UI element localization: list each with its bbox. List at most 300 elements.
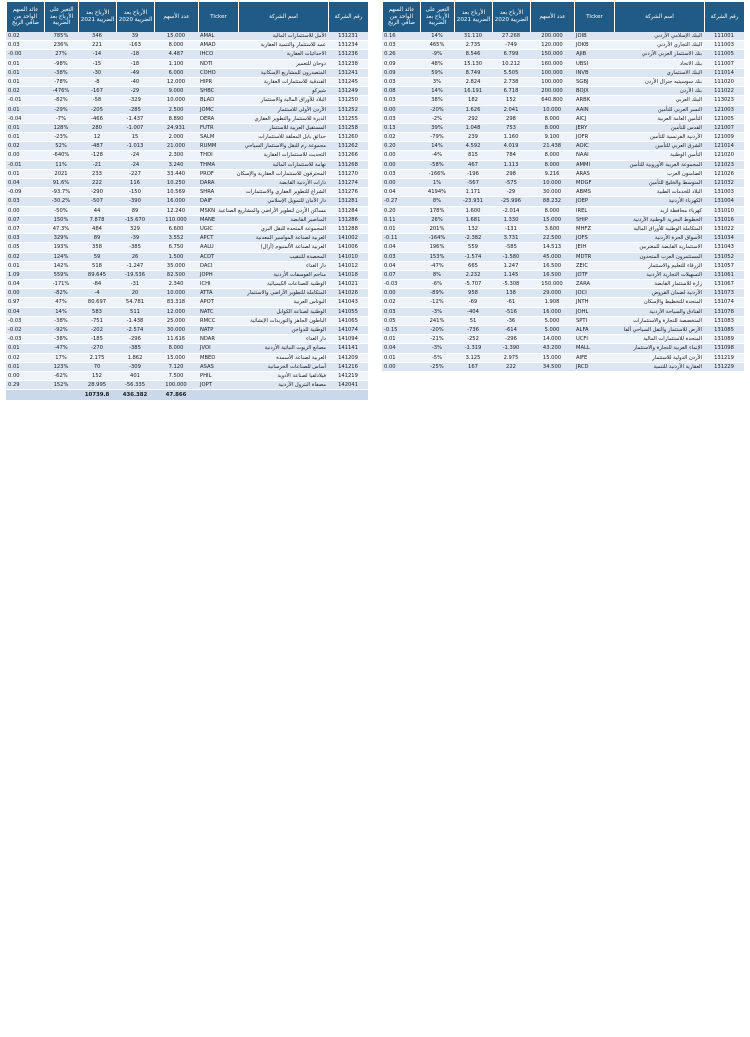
cell-code: 141043 (338, 299, 358, 306)
cell-profit-2021: 152 (92, 372, 102, 379)
cell-eps: -0.11 (384, 235, 398, 242)
cell-pct-change: -30.2% (51, 198, 71, 205)
cell-shares: 29.000 (542, 290, 562, 297)
cell-profit-2020: -39 (130, 235, 140, 242)
cell-company: شيركو (312, 88, 326, 95)
cell-company: القدس للتأمين (670, 124, 702, 131)
header-company: اسم الشركة (238, 2, 328, 32)
cell-profit-2020: 20 (131, 290, 139, 297)
cell-company: عمد للاستثمار والتنمية العقارية (260, 42, 326, 49)
cell-profit-2020: 511 (130, 308, 140, 315)
cell-eps: 0.05 (8, 244, 20, 251)
cell-code: 141219 (338, 372, 358, 379)
cell-pct-change: -166% (428, 170, 446, 177)
cell-company: الزرقاء للتعليم والاستثمار (648, 262, 702, 269)
cell-pct-change: 241% (429, 317, 445, 324)
cell-profit-2021: 280 (92, 124, 102, 131)
cell-profit-2020: -575 (505, 180, 517, 186)
cell-shares: 12.000 (166, 78, 186, 85)
table-row (382, 308, 744, 317)
table-row (382, 234, 744, 243)
cell-company: المتصدرون للمشاريع الإسكانية (260, 69, 326, 76)
cell-company: بنك الاستثمار العربي الأردني (641, 51, 702, 58)
cell-profit-2021: 518 (92, 262, 102, 269)
table-row (6, 234, 368, 243)
cell-code: 141055 (338, 308, 358, 315)
cell-eps: 0.07 (384, 271, 396, 278)
cell-profit-2021: -15 (92, 60, 102, 67)
header-ticker: Ticker (198, 2, 238, 32)
cell-company: العقارية الأردنية للتنمية (653, 363, 702, 370)
cell-eps: 0.01 (8, 69, 20, 76)
header-eps: عائد السهم الواحد من صافي الربح (382, 2, 420, 32)
cell-ticker: JVOI (200, 345, 211, 352)
cell-profit-2021: -290 (91, 189, 103, 196)
cell-eps: 0.02 (8, 354, 20, 361)
cell-pct-change: 14% (55, 308, 67, 315)
table-row (382, 225, 744, 234)
cell-code: 131231 (338, 33, 358, 39)
cell-shares: 8.000 (168, 345, 184, 352)
cell-profit-2020: -5.308 (502, 281, 520, 288)
cell-pct-change: 559% (53, 271, 69, 278)
cell-profit-2021: 70 (93, 363, 101, 370)
cell-profit-2020: 753 (506, 124, 516, 131)
cell-profit-2020: 3.731 (503, 235, 519, 242)
table-row (6, 354, 368, 363)
cell-code: 141065 (338, 317, 358, 324)
header-shares: عدد الأسهم (530, 2, 574, 32)
table-row (6, 372, 368, 381)
cell-code: 121003 (714, 106, 734, 113)
table-row (382, 96, 744, 105)
cell-eps: 0.26 (384, 51, 396, 58)
cell-company: الفندقية للاستثمارات العقارية (263, 78, 326, 85)
table-row (6, 41, 368, 50)
table-row (6, 78, 368, 87)
cell-profit-2020: 329 (130, 225, 140, 232)
header-company: اسم الشركة (614, 2, 704, 32)
cell-company: زارة للاستثمار القابضة (654, 281, 702, 288)
cell-shares: 24.931 (166, 124, 186, 131)
cell-company: الديرة للاستثمار والتطوير العقاري (254, 115, 326, 122)
table-row (382, 133, 744, 142)
cell-profit-2021: -8 (94, 78, 100, 85)
cell-ticker: APCT (200, 235, 214, 242)
cell-code: 131245 (338, 78, 358, 85)
cell-code: 111020 (714, 78, 734, 85)
cell-shares: 7.120 (168, 363, 184, 370)
cell-pct-change: 11% (55, 161, 67, 168)
cell-profit-2021: 2.735 (465, 42, 481, 49)
cell-ticker: JOFS (576, 235, 588, 242)
cell-profit-2020: -390 (129, 198, 141, 205)
table-row (382, 179, 744, 188)
cell-code: 131255 (338, 115, 358, 122)
table-row (382, 253, 744, 262)
cell-shares: 11.616 (166, 336, 186, 343)
cell-pct-change: -6% (431, 281, 443, 288)
cell-ticker: INVB (576, 69, 589, 76)
cell-profit-2021: -5.707 (464, 281, 482, 288)
cell-profit-2021: -507 (91, 198, 103, 205)
cell-profit-2020: 298 (506, 170, 516, 177)
cell-profit-2020: -19.536 (124, 271, 146, 278)
cell-shares: 2.500 (168, 106, 184, 113)
cell-company: الوطنية للصناعات الكيميائية (267, 281, 326, 288)
cell-company: المجموعة المتحدة للنقل البري (260, 225, 326, 232)
cell-pct-change: -5% (431, 354, 443, 361)
cell-company: المحترفون للاستثمارات العقارية والإسكان (236, 170, 326, 177)
cell-code: 111007 (714, 60, 734, 67)
cell-profit-2020: -1.580 (502, 253, 520, 260)
cell-company: تهامة للاستثمارات المالية (272, 161, 326, 168)
cell-eps: 1.09 (8, 271, 20, 278)
cell-pct-change: 3% (432, 78, 442, 85)
cell-profit-2020: -385 (129, 345, 141, 352)
cell-ticker: JOMC (200, 106, 214, 113)
cell-code: 131061 (714, 271, 734, 278)
cell-shares: 8.000 (544, 124, 560, 131)
cell-pct-change: -12% (430, 299, 444, 306)
cell-company: الفنادق والسياحة الأردنية (649, 308, 702, 315)
cell-profit-2021: 89 (93, 235, 101, 242)
cell-shares: 12.000 (166, 308, 186, 315)
cell-company: مصفاة البترول الأردنية (278, 382, 326, 389)
header-profit-2021: الأرباح بعد الضريبة 2021 (454, 2, 492, 32)
cell-shares: 4.487 (168, 51, 184, 58)
cell-pct-change: 14% (431, 88, 443, 95)
cell-company: الأردن الدولية للاستثمار (652, 354, 702, 361)
cell-company: أساس للصناعات الخرسانية (267, 363, 326, 370)
cell-profit-2021: -202 (91, 327, 103, 333)
cell-profit-2020: -31 (130, 281, 140, 288)
cell-profit-2021: 467 (468, 161, 478, 168)
cell-profit-2021: 1.681 (465, 216, 481, 223)
cell-pct-change: 196% (429, 244, 445, 251)
cell-shares: 33.440 (166, 170, 186, 177)
cell-profit-2021: 292 (468, 115, 478, 122)
cell-ticker: JERY (576, 124, 588, 131)
cell-profit-2020: -1.013 (126, 143, 144, 150)
cell-eps: 0.02 (8, 253, 20, 260)
cell-pct-change: -25% (430, 363, 444, 370)
table-row (6, 188, 368, 197)
table-row (382, 60, 744, 69)
cell-pct-change: 785% (53, 33, 69, 39)
cell-ticker: IHCO (200, 51, 214, 58)
cell-ticker: JNTH (576, 299, 589, 306)
cell-ticker: AMAL (200, 33, 215, 39)
cell-profit-2020: -61 (506, 299, 516, 306)
cell-shares: 15.000 (166, 33, 186, 39)
cell-pct-change: 1% (432, 180, 442, 186)
cell-profit-2021: 15.130 (463, 60, 483, 67)
cell-shares: 8.890 (168, 115, 184, 122)
cell-profit-2020: 401 (130, 372, 140, 379)
cell-profit-2020: 26 (131, 253, 139, 260)
cell-ticker: HIPR (200, 78, 213, 85)
cell-eps: -0.27 (384, 198, 398, 205)
cell-pct-change: -58% (430, 161, 444, 168)
table-row (6, 225, 368, 234)
cell-eps: 0.01 (8, 106, 20, 113)
cell-shares: 7.500 (168, 372, 184, 379)
cell-code: 141026 (338, 290, 358, 297)
cell-shares: 34.500 (542, 363, 562, 370)
cell-pct-change: -82% (54, 290, 68, 297)
cell-eps: -0.04 (8, 115, 22, 122)
cell-profit-2021: 1.600 (465, 207, 481, 214)
cell-code: 131286 (338, 216, 358, 223)
header-ticker: Ticker (574, 2, 614, 32)
cell-eps: 0.00 (384, 290, 396, 297)
cell-shares: 21.000 (166, 143, 186, 150)
cell-company: العربية لصناعة المواسير المعدنية (255, 235, 326, 242)
header-code: رقم الشركة (328, 2, 368, 32)
cell-code: 131219 (714, 354, 734, 361)
cell-profit-2020: 116 (130, 180, 140, 186)
cell-ticker: DACI (200, 262, 213, 269)
cell-ticker: JOTF (576, 271, 588, 278)
cell-shares: 8.000 (544, 161, 560, 168)
header-pct-change: التغير على الأرباح بعد الضريبة (420, 2, 454, 32)
cell-pct-change: 59% (431, 69, 443, 76)
cell-profit-2020: 10.212 (501, 60, 521, 67)
cell-company: الأرض للاستثمار والنقل السياحي ألفا (623, 327, 702, 333)
cell-ticker: SHIP (576, 216, 588, 223)
cell-ticker: BLAD (200, 97, 215, 104)
cell-ticker: THMA (200, 161, 216, 168)
cell-pct-change: -640% (52, 152, 70, 159)
cell-shares: 5.000 (544, 317, 560, 324)
cell-ticker: ZEIC (576, 262, 588, 269)
cell-code: 131260 (338, 134, 358, 141)
table-row (6, 207, 368, 216)
table-row (382, 216, 744, 225)
cell-ticker: ABMS (576, 189, 591, 196)
table-row (6, 115, 368, 124)
cell-pct-change: 38% (431, 97, 443, 104)
cell-company: الأمل للاستثمارات المالية (272, 33, 326, 39)
cell-ticker: IREL (576, 207, 588, 214)
cell-profit-2020: 6.799 (503, 51, 519, 58)
cell-eps: 0.03 (384, 115, 396, 122)
cell-shares: 14.000 (542, 336, 562, 343)
cell-pct-change: -20% (430, 106, 444, 113)
cell-company: الشرق العربي للتأمين (655, 143, 702, 150)
cell-pct-change: 48% (431, 60, 443, 67)
table-row (6, 335, 368, 344)
cell-eps: 0.04 (384, 189, 396, 196)
cell-code: 131089 (714, 336, 734, 343)
cell-pct-change: -93.7% (51, 189, 71, 196)
cell-ticker: JOCI (576, 290, 587, 297)
cell-code: 121009 (714, 134, 734, 141)
cell-code: 111022 (714, 88, 734, 95)
cell-company: البنك الاستثماري (666, 69, 702, 76)
totals-row (6, 390, 368, 400)
header-pct-change: التغير على الأرباح بعد الضريبة (44, 2, 78, 32)
table-row (382, 363, 744, 372)
cell-pct-change: 17% (55, 354, 67, 361)
cell-ticker: MHFZ (576, 225, 591, 232)
cell-ticker: RUMM (200, 143, 217, 150)
cell-ticker: APOT (200, 299, 214, 306)
cell-pct-change: 26% (431, 216, 443, 223)
cell-company: حدائق بابل المعلقة للاستثمارات (258, 134, 326, 141)
cell-ticker: JOPT (200, 382, 212, 389)
cell-shares: 1.100 (168, 60, 184, 67)
cell-eps: 0.16 (384, 33, 396, 39)
cell-ticker: AOIC (576, 143, 589, 150)
cell-profit-2020: 89 (131, 207, 139, 214)
cell-pct-change: -38% (54, 336, 68, 343)
cell-shares: 15.000 (166, 354, 186, 361)
cell-company: مساكن الأردن لتطوير الأراضي والمشاريع الصناعية (218, 207, 326, 214)
cell-shares: 30.000 (166, 327, 186, 333)
cell-code: 131268 (338, 161, 358, 168)
cell-eps: 0.04 (8, 180, 20, 186)
cell-code: 131250 (338, 97, 358, 104)
cell-shares: 9.000 (168, 88, 184, 95)
table-row (382, 32, 744, 41)
cell-code: 111001 (714, 33, 734, 39)
total-profit-2021: 10739.8 (84, 392, 110, 399)
cell-shares: 160.000 (541, 60, 563, 67)
cell-ticker: JOEP (576, 198, 589, 205)
cell-profit-2020: -24 (130, 152, 140, 159)
cell-profit-2020: -1.007 (126, 124, 144, 131)
cell-ticker: SGBJ (576, 78, 589, 85)
cell-shares: 6.600 (168, 225, 184, 232)
cell-company: المتوسط والخليج للتأمين (648, 180, 702, 186)
cell-company: دار الغذاء (305, 262, 326, 269)
table-body (382, 32, 744, 372)
cell-ticker: FUTR (200, 124, 214, 131)
cell-shares: 100.000 (541, 69, 563, 76)
cell-code: 131083 (714, 317, 734, 324)
cell-company: النسر العربي للتأمين (657, 106, 702, 113)
cell-shares: 16.000 (166, 198, 186, 205)
table-row (6, 161, 368, 170)
cell-eps: -0.03 (8, 317, 22, 324)
cell-eps: 0.00 (8, 207, 20, 214)
cell-profit-2021: -567 (467, 180, 479, 186)
cell-code: 121020 (714, 152, 734, 159)
cell-profit-2020: -516 (505, 308, 517, 315)
cell-profit-2021: 3.125 (465, 354, 481, 361)
cell-code: 131252 (338, 106, 358, 113)
cell-pct-change: -476% (52, 88, 70, 95)
cell-company: البنك العربي (675, 97, 702, 104)
cell-pct-change: 124% (53, 253, 69, 260)
cell-pct-change: -78% (54, 78, 68, 85)
cell-profit-2020: 39 (131, 33, 139, 39)
cell-ticker: PROF (200, 170, 214, 177)
cell-profit-2020: 2.738 (503, 78, 519, 85)
cell-company: الكهرباء الأردنية (668, 198, 702, 205)
cell-company: بنك الأردن (679, 88, 702, 95)
table-row (382, 207, 744, 216)
cell-code: 131098 (714, 345, 734, 352)
cell-profit-2020: -749 (505, 42, 517, 49)
cell-ticker: UBSI (576, 60, 589, 67)
cell-shares: 100.000 (165, 382, 187, 389)
cell-eps: 0.97 (8, 299, 20, 306)
cell-code: 131078 (714, 308, 734, 315)
cell-profit-2021: -69 (468, 299, 478, 306)
cell-pct-change: 193% (53, 244, 69, 251)
cell-eps: -0.03 (384, 281, 398, 288)
cell-eps: -0.01 (8, 97, 22, 104)
cell-pct-change: 465% (429, 42, 445, 49)
cell-shares: 120.000 (541, 42, 563, 49)
cell-profit-2021: -252 (467, 336, 479, 343)
cell-ticker: DERA (200, 115, 215, 122)
cell-code: 142041 (338, 382, 358, 389)
table-row (6, 253, 368, 262)
cell-company: المتكاملة للتطوير الأراضي والاستثمار (247, 290, 326, 297)
table-row (382, 151, 744, 160)
cell-eps: 0.01 (384, 225, 396, 232)
cell-profit-2021: 958 (468, 290, 478, 297)
cell-code: 141006 (338, 244, 358, 251)
cell-pct-change: -98% (54, 60, 68, 67)
cell-pct-change: -9% (431, 51, 443, 58)
table-header (6, 2, 368, 32)
cell-code: 111014 (714, 69, 734, 76)
table-row (382, 142, 744, 151)
cell-eps: 0.29 (8, 382, 20, 389)
cell-eps: 0.00 (384, 161, 396, 168)
cell-pct-change: 91.6% (52, 180, 70, 186)
cell-pct-change: 47% (55, 299, 67, 306)
cell-shares: 22.500 (542, 235, 562, 242)
cell-ticker: SHBC (200, 88, 215, 95)
cell-eps: 0.09 (384, 69, 396, 76)
cell-profit-2021: -14 (92, 51, 102, 58)
cell-code: 131288 (338, 225, 358, 232)
cell-profit-2020: -150 (129, 189, 141, 196)
cell-company: المستثمرون العرب المتحدون (639, 253, 702, 260)
table-row (382, 188, 744, 197)
table-row (382, 78, 744, 87)
cell-profit-2021: -404 (467, 308, 479, 315)
cell-ticker: ARBK (576, 97, 591, 104)
cell-eps: 0.00 (384, 152, 396, 159)
cell-eps: 0.09 (384, 60, 396, 67)
header-profit-2021: الأرباح بعد الضريبة 2021 (78, 2, 116, 32)
cell-code: 131229 (714, 363, 734, 370)
cell-pct-change: 27% (55, 51, 67, 58)
cell-eps: 0.01 (8, 170, 20, 177)
cell-shares: 15.000 (542, 216, 562, 223)
cell-code: 111003 (714, 42, 734, 49)
cell-ticker: RMCC (200, 317, 216, 324)
cell-profit-2020: -2.574 (126, 327, 144, 333)
cell-ticker: MANE (200, 216, 216, 223)
cell-eps: 0.05 (384, 317, 396, 324)
cell-profit-2020: -25.996 (500, 198, 522, 205)
table-row (382, 344, 744, 353)
cell-ticker: JOFR (576, 134, 589, 141)
cell-profit-2020: -614 (505, 327, 517, 333)
cell-profit-2020: -131 (505, 225, 517, 232)
table-row (6, 271, 368, 280)
cell-company: المجموعة العربية الأوروبية للتأمين (629, 161, 702, 168)
cell-company: مجموعة رم للنقل والاستثمار السياحي (244, 143, 326, 150)
